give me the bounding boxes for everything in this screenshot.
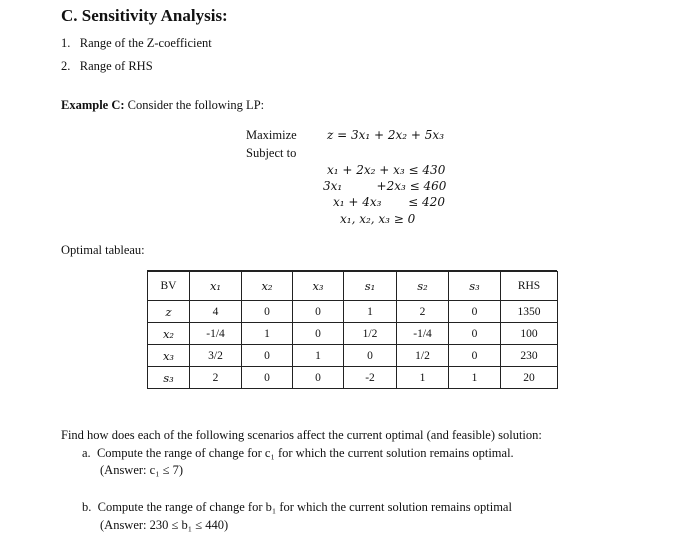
table-top-rule <box>147 270 557 272</box>
table-cell: -2 <box>344 367 397 389</box>
table-cell: 0 <box>293 301 344 323</box>
example-label: Example C: <box>61 98 125 112</box>
table-cell: 1 <box>449 367 501 389</box>
table-cell: s₃ <box>148 367 190 389</box>
table-row <box>148 345 558 367</box>
subject-to-label: Subject to <box>246 146 297 160</box>
header-cell: x₁ <box>190 272 242 301</box>
table-cell: -1/4 <box>397 323 449 345</box>
table-cell: 0 <box>449 345 501 367</box>
table-cell: 0 <box>449 301 501 323</box>
list-item <box>61 59 153 74</box>
table-cell: z <box>148 301 190 323</box>
item-a <box>82 446 514 461</box>
table-cell: -1/4 <box>190 323 242 345</box>
header-cell: s₃ <box>449 272 501 301</box>
table-cell: 1 <box>344 301 397 323</box>
table-cell: 1/2 <box>397 345 449 367</box>
table-row <box>148 367 558 389</box>
section-title: C. Sensitivity Analysis: <box>61 6 228 25</box>
header-cell: x₃ <box>293 272 344 301</box>
table-cell: 0 <box>293 367 344 389</box>
table-cell: 0 <box>242 301 293 323</box>
table-cell: 100 <box>501 323 558 345</box>
constraint-2: 3x₁ +2x₃ ≤ 460 <box>323 179 447 193</box>
table-cell: 0 <box>344 345 397 367</box>
header-cell: RHS <box>501 272 558 301</box>
optimal-tableau <box>147 271 558 389</box>
nonnegativity: x₁, x₂, x₃ ≥ 0 <box>340 212 416 226</box>
example-line <box>61 98 264 113</box>
list-text: Range of the Z-coefficient <box>79 36 212 50</box>
table-cell: 20 <box>501 367 558 389</box>
item-text: Compute the range of change for c₁ for which the current solution remains optimal. <box>96 446 514 460</box>
maximize-label: Maximize <box>246 128 297 142</box>
table-cell: 3/2 <box>190 345 242 367</box>
example-text: Consider the following LP: <box>127 98 265 112</box>
item-text: Compute the range of change for b₁ for which the current solution remains optimal <box>97 500 512 514</box>
header-cell: x₂ <box>242 272 293 301</box>
table-cell: 0 <box>242 345 293 367</box>
table-cell: 1 <box>242 323 293 345</box>
list-number: 2. <box>61 59 71 73</box>
item-letter: a. <box>82 446 91 460</box>
list-number: 1. <box>61 36 71 50</box>
item-letter: b. <box>82 500 92 514</box>
constraint-3: x₁ + 4x₃ ≤ 420 <box>333 195 445 209</box>
table-cell: 0 <box>242 367 293 389</box>
table-cell: 1350 <box>501 301 558 323</box>
table-cell: 1 <box>293 345 344 367</box>
table-cell: x₃ <box>148 345 190 367</box>
table-row <box>148 323 558 345</box>
table-cell: 0 <box>449 323 501 345</box>
objective-function: z = 3x₁ + 2x₂ + 5x₃ <box>327 128 445 142</box>
header-cell: s₁ <box>344 272 397 301</box>
list-text: Range of RHS <box>79 59 153 73</box>
item-b <box>82 500 512 515</box>
list-item <box>61 36 212 51</box>
item-a-answer: (Answer: c₁ ≤ 7) <box>100 463 184 477</box>
header-cell: s₂ <box>397 272 449 301</box>
item-b-answer: (Answer: 230 ≤ b₁ ≤ 440) <box>100 518 229 532</box>
table-cell: 230 <box>501 345 558 367</box>
table-cell: 1/2 <box>344 323 397 345</box>
table-cell: 2 <box>190 367 242 389</box>
table-cell: 0 <box>293 323 344 345</box>
constraint-1: x₁ + 2x₂ + x₃ ≤ 430 <box>327 163 446 177</box>
optimal-label: Optimal tableau: <box>61 243 145 257</box>
header-cell: BV <box>148 272 190 301</box>
table-cell: x₂ <box>148 323 190 345</box>
table-cell: 1 <box>397 367 449 389</box>
table-cell: 4 <box>190 301 242 323</box>
table-row <box>148 301 558 323</box>
question-text: Find how does each of the following scenarios affect the current optimal (and feasible) solution: <box>61 428 542 442</box>
table-cell: 2 <box>397 301 449 323</box>
table-header-row <box>148 272 558 301</box>
